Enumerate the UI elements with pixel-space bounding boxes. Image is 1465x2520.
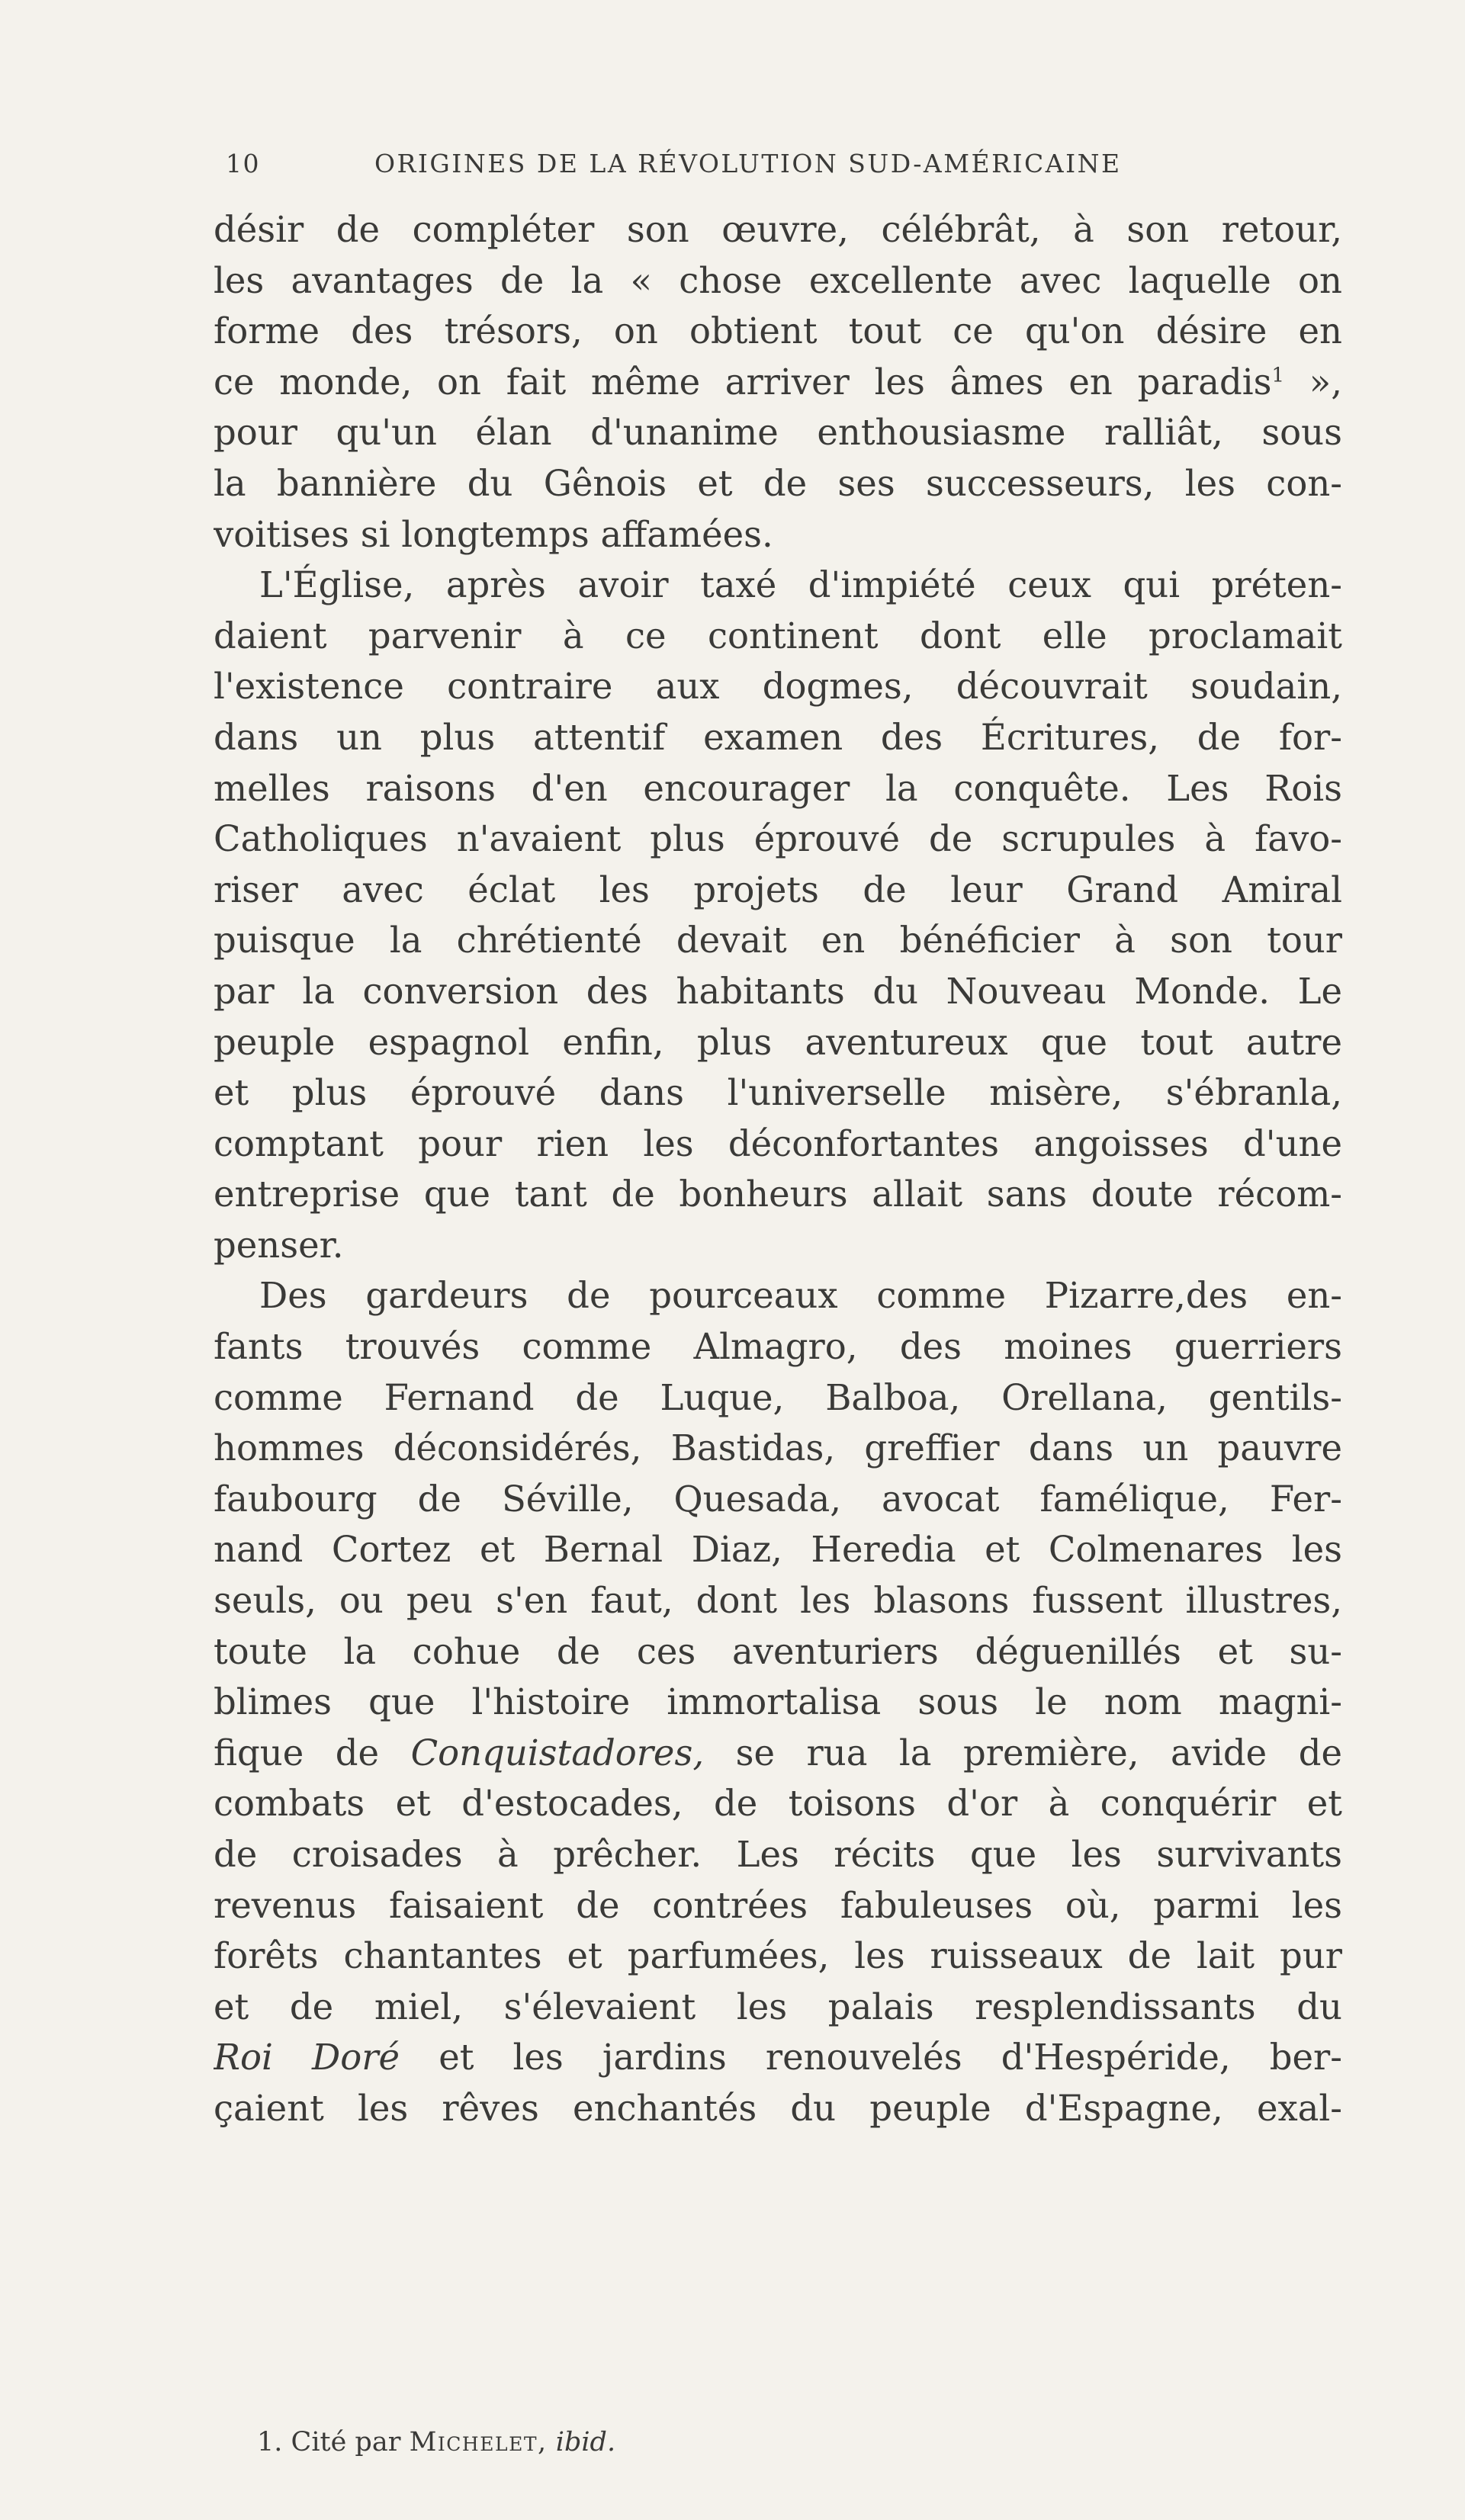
text-line (214, 1728, 1342, 1779)
italic-term: Conquistadores, (410, 1732, 705, 1774)
italic-term: Roi Doré (214, 2037, 400, 2079)
text-fragment: », (1309, 361, 1342, 403)
footnote-ref: ibid. (555, 2427, 616, 2457)
footnote-reference: 1 (1271, 364, 1285, 387)
text-line: nand Cortez et Bernal Diaz, Heredia et Colmenares les (214, 1529, 1342, 1571)
running-title: ORIGINES DE LA RÉVOLUTION SUD-AMÉRICAINE (374, 149, 1122, 178)
text-line: forme des trésors, on obtient tout ce qu'on désire en (214, 310, 1342, 352)
text-line: L'Église, après avoir taxé d'impiété ceux qui préten- (259, 564, 1342, 606)
text-line: toute la cohue de ces aventuriers déguenillés et su- (214, 1630, 1342, 1672)
text-line: voitises si longtemps affamées. (214, 513, 773, 555)
text-line: revenus faisaient de contrées fabuleuses où, parmi les (214, 1884, 1342, 1926)
text-fragment: se rua la première, avide de (735, 1732, 1342, 1774)
page-number: 10 (226, 149, 260, 178)
text-line: peuple espagnol enfin, plus aventureux que tout autre (214, 1021, 1342, 1063)
text-line: les avantages de la « chose excellente avec laquelle on (214, 259, 1342, 301)
text-line: comme Fernand de Luque, Balboa, Orellana, gentils- (214, 1376, 1342, 1418)
text-line: forêts chantantes et parfumées, les ruisseaux de lait pur (214, 1935, 1342, 1977)
text-line (214, 357, 1342, 408)
text-line: Des gardeurs de pourceaux comme Pizarre,des en- (259, 1275, 1342, 1317)
text-line (214, 2032, 1342, 2083)
text-line: entreprise que tant de bonheurs allait sans doute récom- (214, 1173, 1342, 1215)
text-line: faubourg de Séville, Quesada, avocat famélique, Fer- (214, 1478, 1342, 1520)
text-line: pour qu'un élan d'unanime enthousiasme ralliât, sous (214, 412, 1342, 454)
text-line: Catholiques n'avaient plus éprouvé de scrupules à favo- (214, 818, 1342, 860)
text-line: et plus éprouvé dans l'universelle misère, s'ébranla, (214, 1072, 1342, 1114)
body-text (214, 204, 1342, 2134)
text-line: hommes déconsidérés, Bastidas, greffier dans un pauvre (214, 1427, 1342, 1469)
text-line: combats et d'estocades, de toisons d'or à conquérir et (214, 1783, 1342, 1825)
text-line: riser avec éclat les projets de leur Grand Amiral (214, 868, 1342, 910)
text-line: fants trouvés comme Almagro, des moines guerriers (214, 1326, 1342, 1368)
text-fragment: fique de (214, 1732, 380, 1774)
text-fragment: ce monde, on fait même arriver les âmes en paradis (214, 361, 1272, 403)
text-line: puisque la chrétienté devait en bénéficier à son tour (214, 920, 1342, 961)
footnote-author: Michelet, (409, 2427, 548, 2457)
text-line: blimes que l'histoire immortalisa sous le nom magni- (214, 1681, 1342, 1723)
text-line: seuls, ou peu s'en faut, dont les blasons fussent illustres, (214, 1580, 1342, 1622)
text-line: dans un plus attentif examen des Écritures, de for- (214, 716, 1342, 758)
text-line: çaient les rêves enchantés du peuple d'Espagne, exal- (214, 2087, 1342, 2129)
footnote-number: 1. (257, 2427, 283, 2457)
text-line: l'existence contraire aux dogmes, découvrait soudain, (214, 666, 1342, 708)
running-head (226, 149, 1347, 179)
footnote-text: Cité par (291, 2427, 401, 2457)
text-line: daient parvenir à ce continent dont elle proclamait (214, 615, 1342, 656)
text-line: penser. (214, 1224, 344, 1266)
text-line: comptant pour rien les déconfortantes angoisses d'une (214, 1122, 1342, 1164)
text-line: désir de compléter son œuvre, célébrât, à son retour, (214, 209, 1342, 250)
text-line: de croisades à prêcher. Les récits que les survivants (214, 1834, 1342, 1875)
text-line: par la conversion des habitants du Nouveau Monde. Le (214, 970, 1342, 1012)
footnote (257, 2427, 615, 2457)
text-line: melles raisons d'en encourager la conquête. Les Rois (214, 767, 1342, 809)
text-fragment: et les jardins renouvelés d'Hespéride, ber- (439, 2037, 1342, 2079)
text-line: et de miel, s'élevaient les palais resplendissants du (214, 1986, 1342, 2027)
text-line: la bannière du Gênois et de ses successeurs, les con- (214, 462, 1342, 504)
